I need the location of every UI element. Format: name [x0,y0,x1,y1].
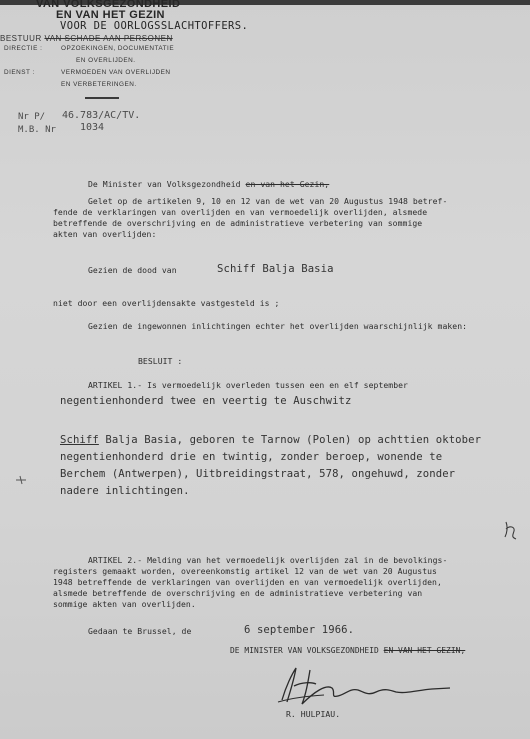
bestuur-prefix: BESTUUR [0,34,45,43]
directie-label: DIRECTIE : [4,45,43,52]
signature-title-struck: EN VAN HET GEZIN, [383,646,466,655]
dienst-line2: EN VERBETERINGEN. [61,81,137,88]
niet-door-line: niet door een overlijdensakte vastgesteld is ; [53,298,280,308]
mb-value: 1034 [80,122,105,133]
para1-line2: fende de verklaringen van overlijden en van vermoedelijk overlijden, alsmede [53,207,428,217]
person-line4: nadere inlichtingen. [60,485,190,497]
opening-text: De Minister van Volksgezondheid [88,179,241,189]
person-line1 [60,435,481,446]
letterhead-divider [85,97,119,99]
bestuur-struck-text: VAN SCHADE AAN PERSONEN [44,34,173,43]
article1-line2: negentienhonderd twee en veertig te Auschwitz [60,395,352,407]
nr-label: Nr P/ [18,112,46,122]
para1-line1: Gelet op de artikelen 9, 10 en 12 van de wet van 20 Augustus 1948 betref- [88,196,448,206]
article1-line1: ARTIKEL 1.- Is vermoedelijk overleden tussen een en elf september [88,380,408,390]
para1-line4: akten van overlijden: [53,229,157,239]
article2-line3: 1948 betreffende de verklaringen van overlijden en van vermoedelijk overlijden, [53,577,442,587]
person-line2: negentienhonderd drie en twintig, zonder beroep, wonende te [60,451,443,463]
dienst-line1: VERMOEDEN VAN OVERLIJDEN [61,69,171,76]
besluit-heading: BESLUIT : [138,356,183,366]
person-line3: Berchem (Antwerpen), Uitbreidingstraat, 578, ongehuwd, zonder [60,468,456,480]
bestuur-line [0,35,173,43]
article2-line5: sommige akten van overlijden. [53,599,196,609]
nr-value: 46.783/AC/TV. [62,110,141,121]
opening-struck-text: en van het Gezin, [245,179,330,189]
signature-title: DE MINISTER VAN VOLKSGEZONDHEID [230,646,379,655]
directie-line2: EN OVERLIJDEN. [76,57,136,64]
article2-line1: ARTIKEL 2.- Melding van het vermoedelijk overlijden zal in de bevolkings- [88,555,448,565]
para1-line3: betreffende de overschrijving en de administratieve verbetering van sommige [53,218,423,228]
opening-line [88,180,329,188]
letterhead-line3: VOOR DE OORLOGSSLACHTOFFERS. [60,20,249,32]
letterhead-line1: VAN VOLKSGEZONDHEID [36,0,181,10]
person-line1-text: Balja Basia, geboren te Tarnow (Polen) op achttien oktober [105,434,482,446]
mb-label: M.B. Nr [18,125,56,135]
gezien2-line: Gezien de ingewonnen inlichtingen echter het overlijden waarschijnlijk maken: [88,321,468,331]
gedaan-line: Gedaan te Brussel, de [88,626,192,636]
handwritten-signature [272,662,472,708]
deceased-name: Schiff Balja Basia [217,263,334,275]
margin-mark [14,474,28,486]
person-surname: Schiff [60,434,99,446]
letterhead-line2: EN VAN HET GEZIN [56,9,165,21]
signature-title-line [230,647,465,655]
handwritten-initial-mark [502,519,520,541]
article2-line4: alsmede betreffende de overschrijving en de administratieve verbetering van [53,588,423,598]
directie-line1: OPZOEKINGEN, DOCUMENTATIE [61,45,175,52]
gezien-label: Gezien de dood van [88,265,177,275]
signatory-name: R. HULPIAU. [286,709,341,719]
dienst-label: DIENST : [4,69,35,76]
date-text: 6 september 1966. [244,624,355,636]
article2-line2: registers gemaakt worden, overeenkomstig artikel 12 van de wet van 20 Augustus [53,566,437,576]
